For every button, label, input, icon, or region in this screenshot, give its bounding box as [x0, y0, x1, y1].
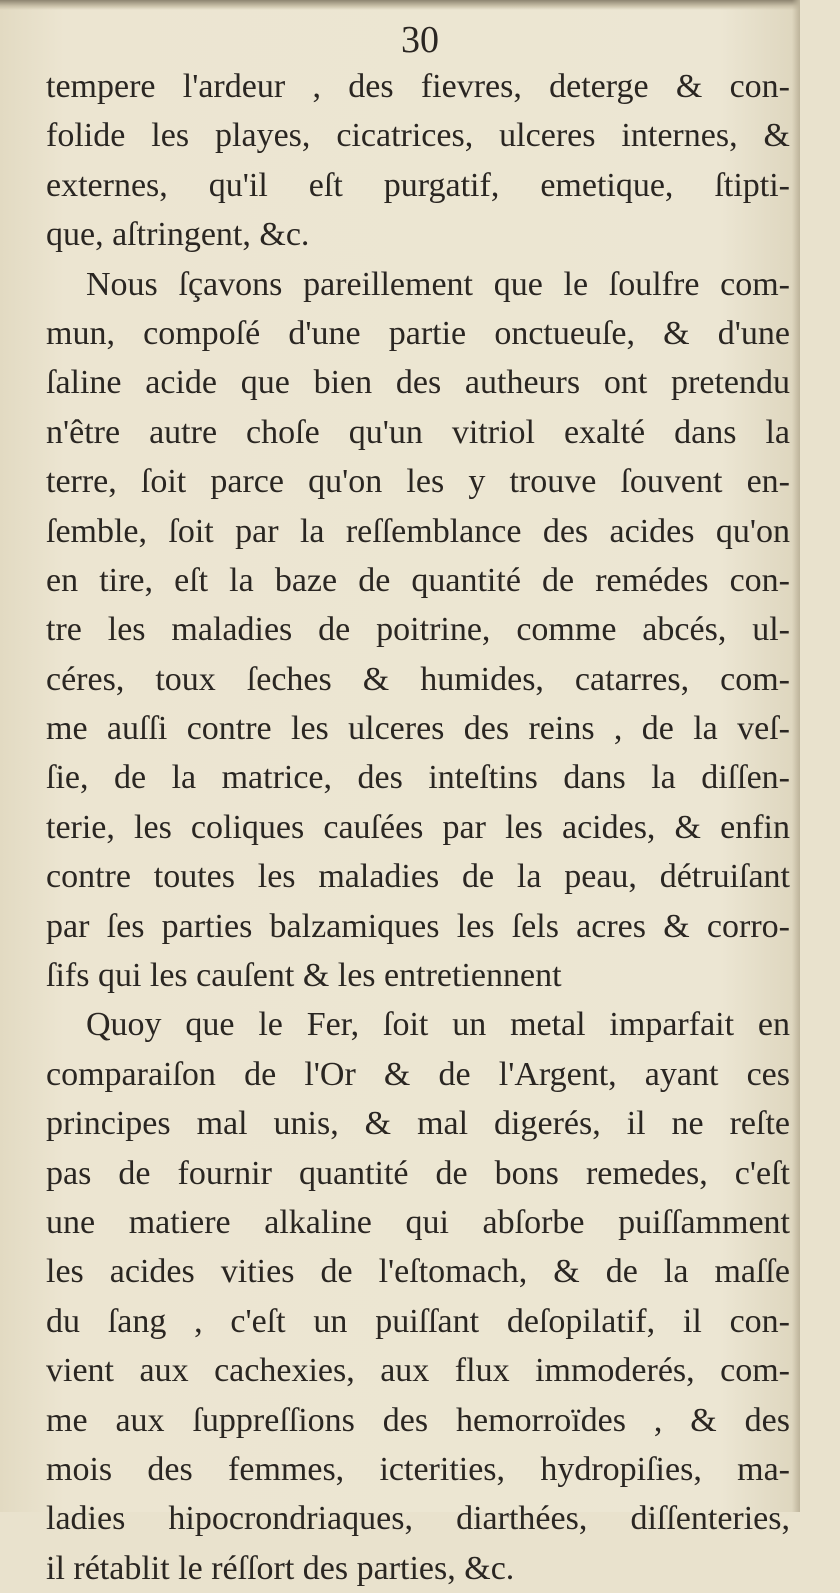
text-line: terre, ſoit parce qu'on les y trouve ſouvent en-: [46, 463, 790, 501]
text-line: folide les playes, cicatrices, ulceres internes, &: [46, 117, 790, 155]
text-line: céres, toux ſeches & humides, catarres, com-: [46, 660, 790, 698]
text-line: me aux ſuppreſſions des hemorroïdes , & des: [46, 1401, 790, 1439]
text-line: n'être autre choſe qu'un vitriol exalté dans la: [46, 413, 790, 451]
page-number: 30: [401, 19, 439, 61]
page-top-edge: [0, 0, 800, 10]
text-line: les acides vities de l'eſtomach, & de la maſſe: [46, 1253, 790, 1291]
text-line: me auſſi contre les ulceres des reins , de la veſ-: [46, 710, 790, 748]
text-line: terie, les coliques cauſées par les acides, & enfin: [46, 808, 790, 846]
text-line: ſie, de la matrice, des inteſtins dans la diſſen-: [46, 759, 790, 797]
text-line: Nous ſçavons pareillement que le ſoulfre com-: [86, 265, 790, 303]
text-line: tre les maladies de poitrine, comme abcés, ul-: [46, 611, 790, 649]
text-line: contre toutes les maladies de la peau, détruiſant: [46, 858, 790, 896]
text-line: pas de fournir quantité de bons remedes, c'eſt: [46, 1154, 790, 1192]
text-line: principes mal unis, & mal digerés, il ne reſte: [46, 1105, 790, 1143]
text-line: mois des femmes, icterities, hydropiſies, ma-: [46, 1450, 790, 1488]
text-line: comparaiſon de l'Or & de l'Argent, ayant ces: [46, 1055, 790, 1093]
text-line: que, aſtringent, &c.: [46, 216, 310, 254]
page-right-edge: [792, 0, 800, 1512]
text-line: ſaline acide que bien des autheurs ont pretendu: [46, 364, 790, 402]
text-line: en tire, eſt la baze de quantité de remédes con-: [46, 561, 790, 599]
text-line: du ſang , c'eſt un puiſſant deſopilatif, il con-: [46, 1302, 790, 1340]
text-line: mun, compoſé d'une partie onctueuſe, & d'une: [46, 314, 790, 352]
text-line: externes, qu'il eſt purgatif, emetique, ſtipti-: [46, 166, 790, 204]
text-line: vient aux cachexies, aux flux immoderés, com-: [46, 1352, 790, 1390]
text-line: ſemble, ſoit par la reſſemblance des acides qu'on: [46, 512, 790, 550]
text-line: ſifs qui les cauſent & les entretiennent: [46, 957, 562, 995]
text-line: il rétablit le réſſort des parties, &c.: [46, 1549, 515, 1587]
text-line: par ſes parties balzamiques les ſels acres & corro-: [46, 907, 790, 945]
text-line: ladies hipocrondriaques, diarthées, diſſenteries,: [46, 1500, 790, 1538]
text-line: tempere l'ardeur , des fievres, deterge & con-: [46, 68, 790, 105]
text-line: une matiere alkaline qui abſorbe puiſſamment: [46, 1203, 790, 1241]
text-line: Quoy que le Fer, ſoit un metal imparfait en: [86, 1006, 790, 1044]
text-block: [46, 62, 790, 1593]
